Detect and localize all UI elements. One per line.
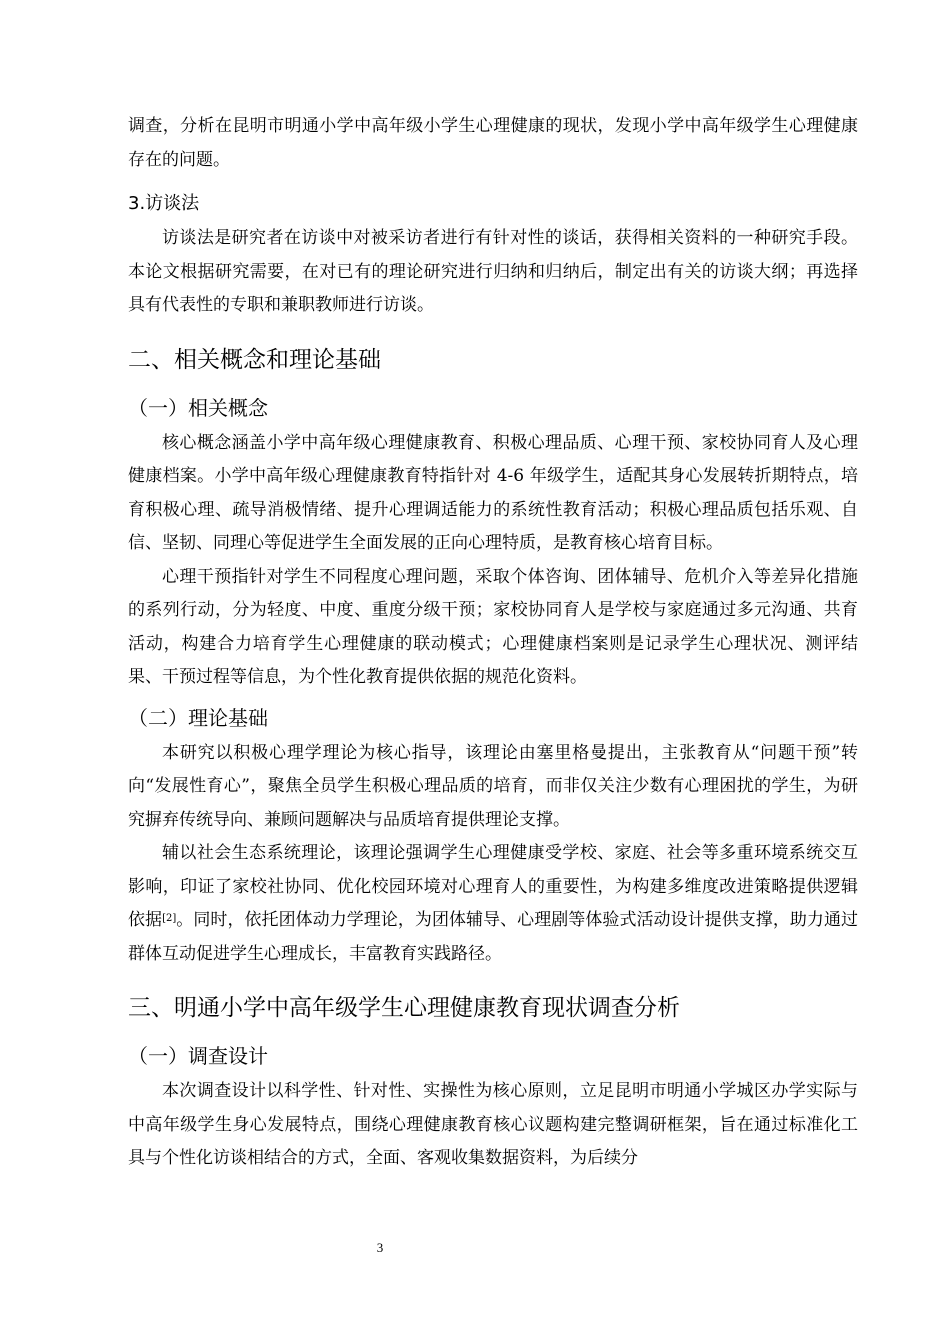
section-title-concepts-theory: 二、相关概念和理论基础	[128, 346, 381, 373]
paragraph-survey-design: 本次调查设计以科学性、针对性、实操性为核心原则，立足昆明市明通小学城区办学实际与中高年级学生身心发展特点，围绕心理健康教育核心议题构建完整调研框架，旨在通过标准化工具与个性化访谈相结合的方式，全面、客观收集数据资料，为后续分	[128, 1081, 858, 1168]
paragraph-intro-tail: 调查，分析在昆明市明通小学中高年级小学生心理健康的现状，发现小学中高年级学生心理健康存在的问题。	[128, 116, 858, 170]
page-body	[128, 110, 858, 1176]
subsection-title-concepts: （一）相关概念	[128, 395, 268, 420]
paragraph-theory-2-text-b: 。同时，依托团体动力学理论，为团体辅导、心理剧等体验式活动设计提供支撑，助力通过群体互动促进学生心理成长，丰富教育实践路径。	[128, 910, 859, 964]
paragraph-theory-1: 本研究以积极心理学理论为核心指导，该理论由塞里格曼提出，主张教育从“问题干预”转向“发展性育心”，聚焦全员学生积极心理品质的培育，而非仅关注少数有心理困扰的学生，为研究摒弃传统导向、兼顾问题解决与品质培育提供理论支撑。	[128, 742, 858, 830]
subsection-title-theory: （二）理论基础	[128, 705, 268, 730]
page-number: 3	[376, 1240, 384, 1255]
paragraph-concepts-1: 核心概念涵盖小学中高年级心理健康教育、积极心理品质、心理干预、家校协同育人及心理健康档案。小学中高年级心理健康教育特指针对 4-6 年级学生，适配其身心发展转折期特点，培育积极心理、疏导消极情绪、提升心理调适能力的系统性教育活动；积极心理品质包括乐观、自信、坚韧、同理心等促进学生全面发展的正向心理特质，是教育核心培育目标。	[128, 432, 858, 553]
heading-interview-method: 3.访谈法	[128, 193, 200, 214]
paragraph-concepts-2: 心理干预指针对学生不同程度心理问题，采取个体咨询、团体辅导、危机介入等差异化措施的系列行动，分为轻度、中度、重度分级干预；家校协同育人是学校与家庭通过多元沟通、共育活动，构建合力培育学生心理健康的联动模式；心理健康档案则是记录学生心理状况、测评结果、干预过程等信息，为个性化教育提供依据的规范化资料。	[128, 566, 858, 687]
paragraph-theory-2	[128, 837, 858, 971]
paragraph-interview-method: 访谈法是研究者在访谈中对被采访者进行有针对性的谈话，获得相关资料的一种研究手段。本论文根据研究需要，在对已有的理论研究进行归纳和归纳后，制定出有关的访谈大纲；再选择具有代表性的专职和兼职教师进行访谈。	[128, 228, 858, 315]
subsection-title-survey-design: （一）调查设计	[128, 1044, 268, 1068]
section-title-survey-analysis: 三、明通小学中高年级学生心理健康教育现状调查分析	[128, 995, 680, 1021]
citation-reference: [2]	[162, 913, 177, 924]
paragraph-theory-2-text-a: 辅以社会生态系统理论，该理论强调学生心理健康受学校、家庭、社会等多重环境系统交互影响，印证了家校社协同、优化校园环境对心理育人的重要性，为构建多维度改进策略提供逻辑依据	[128, 843, 858, 930]
